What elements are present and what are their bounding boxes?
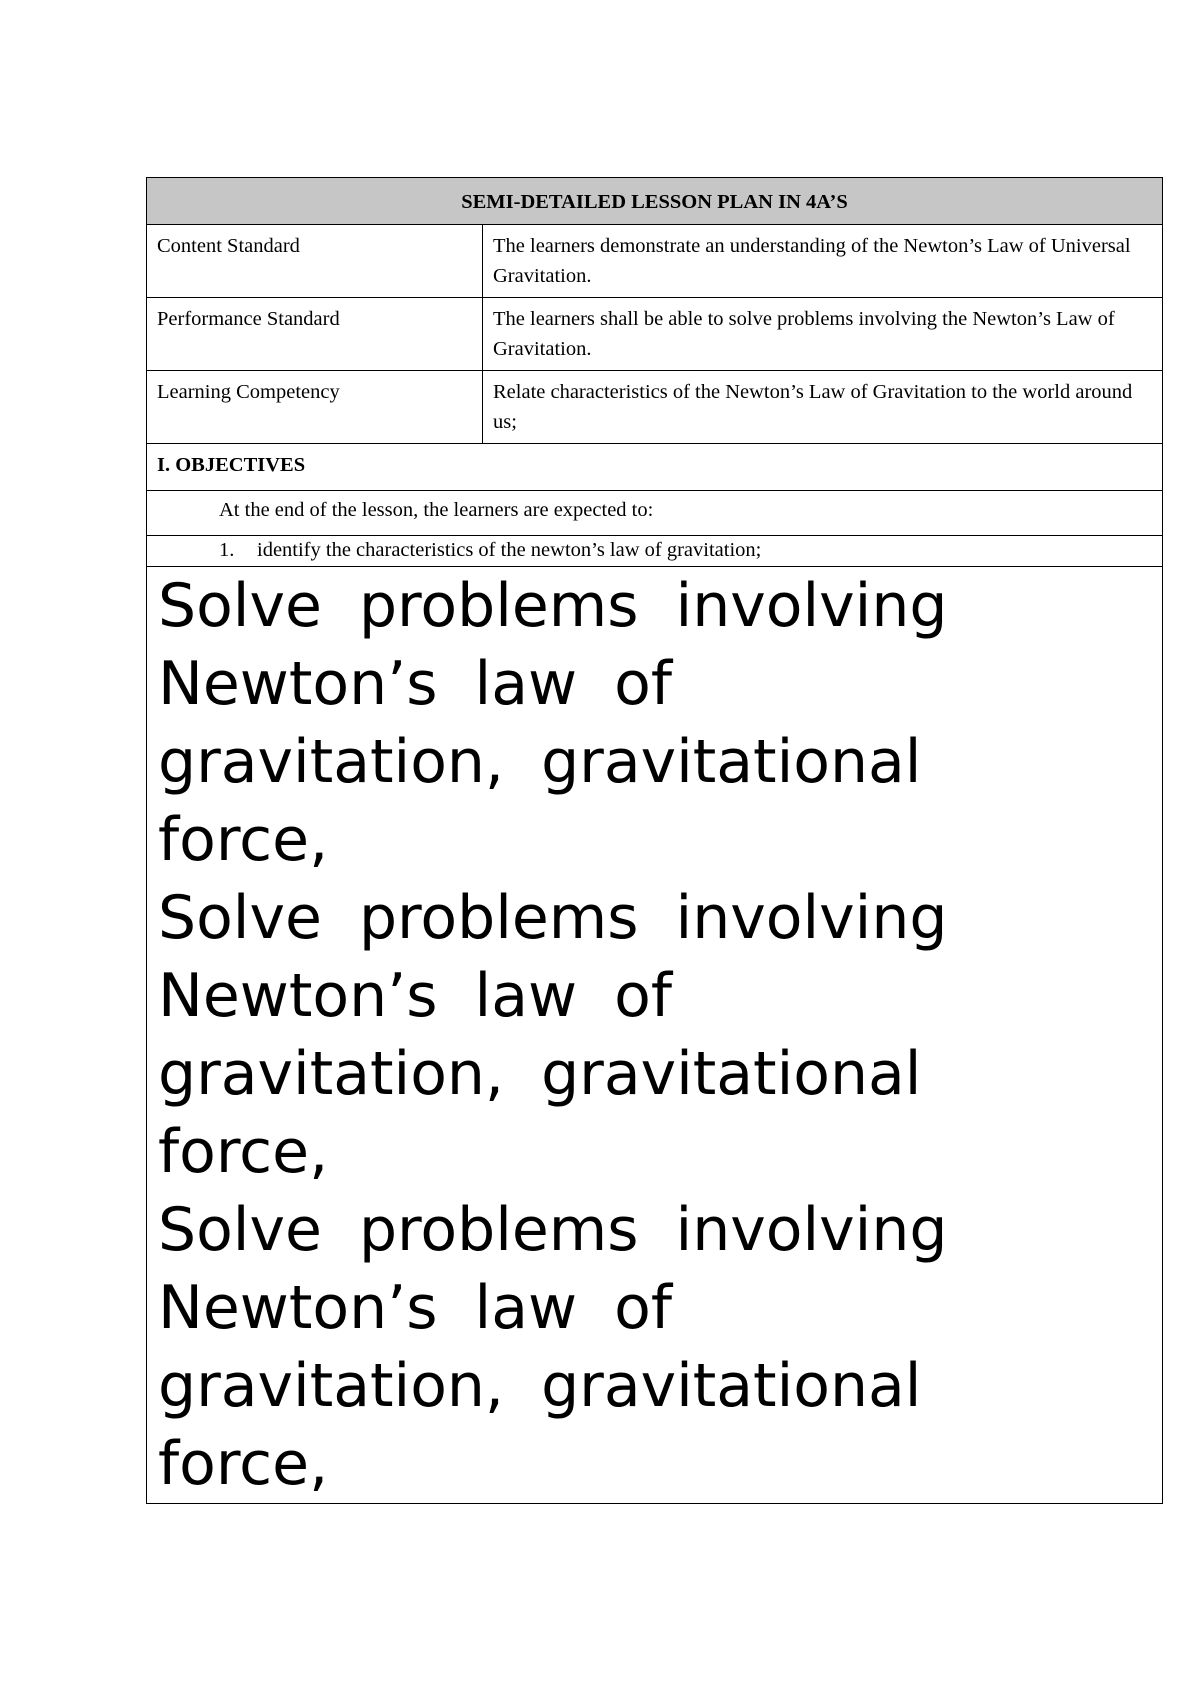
table-title: SEMI-DETAILED LESSON PLAN IN 4A’S xyxy=(461,191,848,213)
row-label-cell xyxy=(147,225,483,298)
objective-item-cell xyxy=(147,536,1163,567)
objectives-heading: I. OBJECTIVES xyxy=(157,454,306,476)
objectives-intro: At the end of the lesson, the learners are expected to: xyxy=(219,499,654,521)
large-text-line: Newton’s law of xyxy=(158,1273,672,1343)
row-value-cell xyxy=(483,298,1163,371)
content-standard-value: The learners demonstrate an understanding of the Newton’s Law of Universal Gravitation. xyxy=(493,235,1131,287)
row-label-cell xyxy=(147,371,483,444)
objective-item-number: 1. xyxy=(219,539,235,561)
large-text-line: Newton’s law of xyxy=(158,961,672,1031)
row-value-cell xyxy=(483,371,1163,444)
large-text-line: force, xyxy=(158,805,329,875)
large-text-line: Solve problems involving xyxy=(158,1195,948,1265)
performance-standard-label: Performance Standard xyxy=(157,308,340,330)
objective-item-text: identify the characteristics of the newton’s law of gravitation; xyxy=(257,539,762,561)
lesson-plan-table xyxy=(146,177,1163,1504)
content-standard-label: Content Standard xyxy=(157,235,300,257)
large-text-line: force, xyxy=(158,1429,329,1499)
row-value-cell xyxy=(483,225,1163,298)
large-text-block xyxy=(147,567,1048,1503)
large-text-cell xyxy=(147,567,1163,1504)
table-row xyxy=(147,371,1163,444)
large-text-line: force, xyxy=(158,1117,329,1187)
learning-competency-value: Relate characteristics of the Newton’s Law of Gravitation to the world around us; xyxy=(493,381,1133,433)
learning-competency-label: Learning Competency xyxy=(157,381,340,403)
large-text-line: gravitation, gravitational xyxy=(158,727,922,797)
large-text-line: Solve problems involving xyxy=(158,883,948,953)
objectives-intro-cell xyxy=(147,491,1163,536)
large-text-line: Solve problems involving xyxy=(158,571,948,641)
table-row xyxy=(147,298,1163,371)
row-label-cell xyxy=(147,298,483,371)
performance-standard-value: The learners shall be able to solve problems involving the Newton’s Law of Gravitation. xyxy=(493,308,1115,360)
large-text-line: gravitation, gravitational xyxy=(158,1351,922,1421)
table-row xyxy=(147,225,1163,298)
large-text-line: Newton’s law of xyxy=(158,649,672,719)
large-text-line: gravitation, gravitational xyxy=(158,1039,922,1109)
table-header xyxy=(147,178,1163,225)
objective-item xyxy=(147,536,1162,564)
objectives-heading-cell xyxy=(147,444,1163,491)
